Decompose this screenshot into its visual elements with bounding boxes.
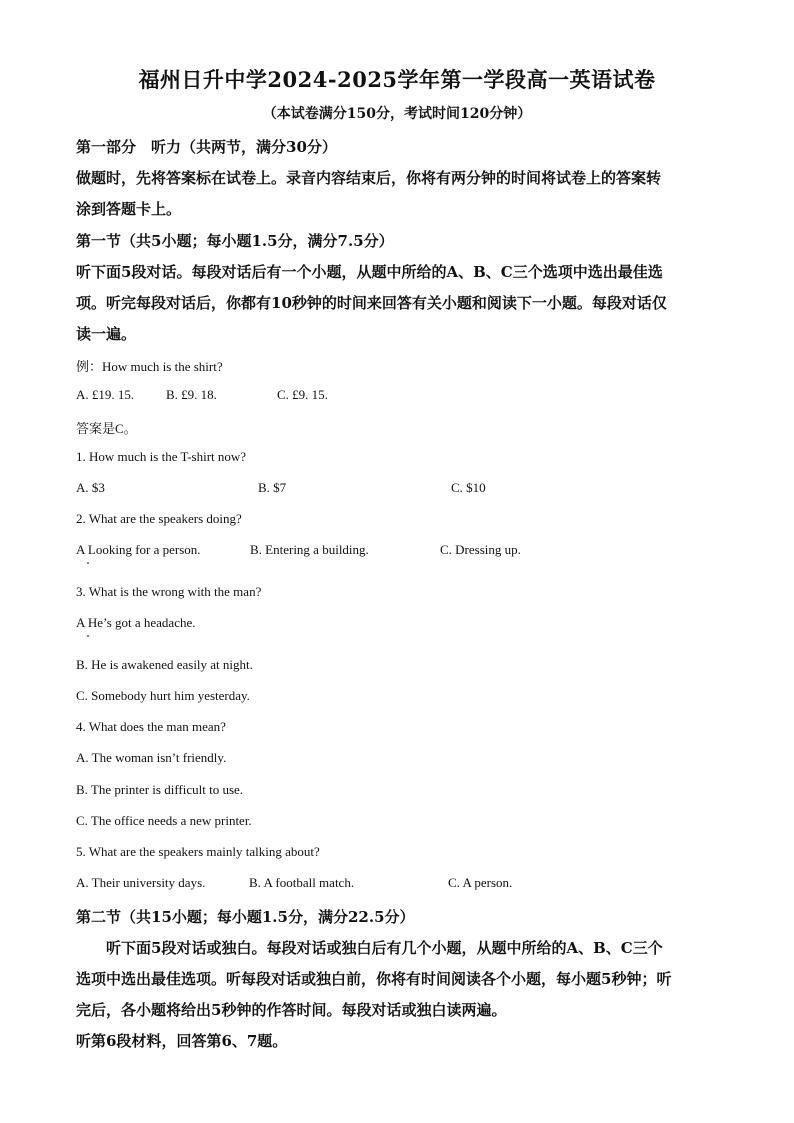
- q1-option-b: B. $7: [258, 480, 287, 495]
- scan-dot: [87, 562, 89, 564]
- section1-instr-line3: 读一遍。: [76, 325, 137, 343]
- q4-option-a: A. The woman isn’t friendly.: [76, 750, 227, 765]
- q3-option-a: A He’s got a headache.: [76, 615, 196, 630]
- q1-question: 1. How much is the T-shirt now?: [76, 449, 247, 464]
- example-option-a: A. £19. 15.: [76, 387, 135, 402]
- q3-option-c: C. Somebody hurt him yesterday.: [76, 688, 250, 703]
- section2-instr-line3: 完后，各小题将给出5秒钟的作答时间。每段对话或独白读两遍。: [76, 1001, 507, 1019]
- part1-heading: 第一部分 听力（共两节，满分30分）: [76, 138, 337, 156]
- q4-question: 4. What does the man mean?: [76, 719, 226, 734]
- section1-instr-line1: 听下面5段对话。每段对话后有一个小题，从题中所给的A、B、C三个选项中选出最佳选: [76, 263, 663, 281]
- q2-option-c: C. Dressing up.: [440, 542, 521, 557]
- q5-option-a: A. Their university days.: [76, 875, 206, 890]
- section2-instr-line2: 选项中选出最佳选项。听每段对话或独白前，你将有时间阅读各个小题，每小题5秒钟；听: [76, 970, 672, 988]
- q4-option-b: B. The printer is difficult to use.: [76, 782, 244, 797]
- scan-dot: [87, 635, 89, 637]
- q4-option-c: C. The office needs a new printer.: [76, 813, 252, 828]
- example-question: 例：How much is the shirt?: [76, 359, 223, 374]
- q1-option-a: A. $3: [76, 480, 105, 495]
- q2-option-a: A Looking for a person.: [76, 542, 201, 557]
- exam-title: 福州日升中学2024-2025学年第一学段高一英语试卷: [138, 67, 656, 92]
- q5-option-b: B. A football match.: [249, 875, 355, 890]
- q5-question: 5. What are the speakers mainly talking about?: [76, 844, 320, 859]
- example-option-b: B. £9. 18.: [166, 387, 217, 402]
- section1-instr-line2: 项。听完每段对话后，你都有10秒钟的时间来回答有关小题和阅读下一小题。每段对话仅: [76, 294, 667, 312]
- q2-question: 2. What are the speakers doing?: [76, 511, 242, 526]
- exam-subtitle: （本试卷满分150分，考试时间120分钟）: [262, 106, 532, 122]
- example-option-c: C. £9. 15.: [277, 387, 328, 402]
- part1-intro-line2: 涂到答题卡上。: [76, 200, 182, 218]
- section2-instr-line1: 听下面5段对话或独白。每段对话或独白后有几个小题，从题中所给的A、B、C三个: [106, 939, 663, 957]
- q2-option-b: B. Entering a building.: [250, 542, 369, 557]
- q5-option-c: C. A person.: [448, 875, 513, 890]
- q3-option-b: B. He is awakened easily at night.: [76, 657, 253, 672]
- part1-intro-line1: 做题时，先将答案标在试卷上。录音内容结束后，你将有两分钟的时间将试卷上的答案转: [76, 169, 662, 187]
- section2-heading: 第二节（共15小题；每小题1.5分，满分22.5分）: [76, 908, 415, 926]
- q1-option-c: C. $10: [451, 480, 486, 495]
- example-answer: 答案是C。: [76, 421, 137, 436]
- q3-question: 3. What is the wrong with the man?: [76, 584, 262, 599]
- material6-label: 听第6段材料，回答第6、7题。: [76, 1032, 288, 1050]
- section1-heading: 第一节（共5小题；每小题1.5分，满分7.5分）: [76, 232, 394, 250]
